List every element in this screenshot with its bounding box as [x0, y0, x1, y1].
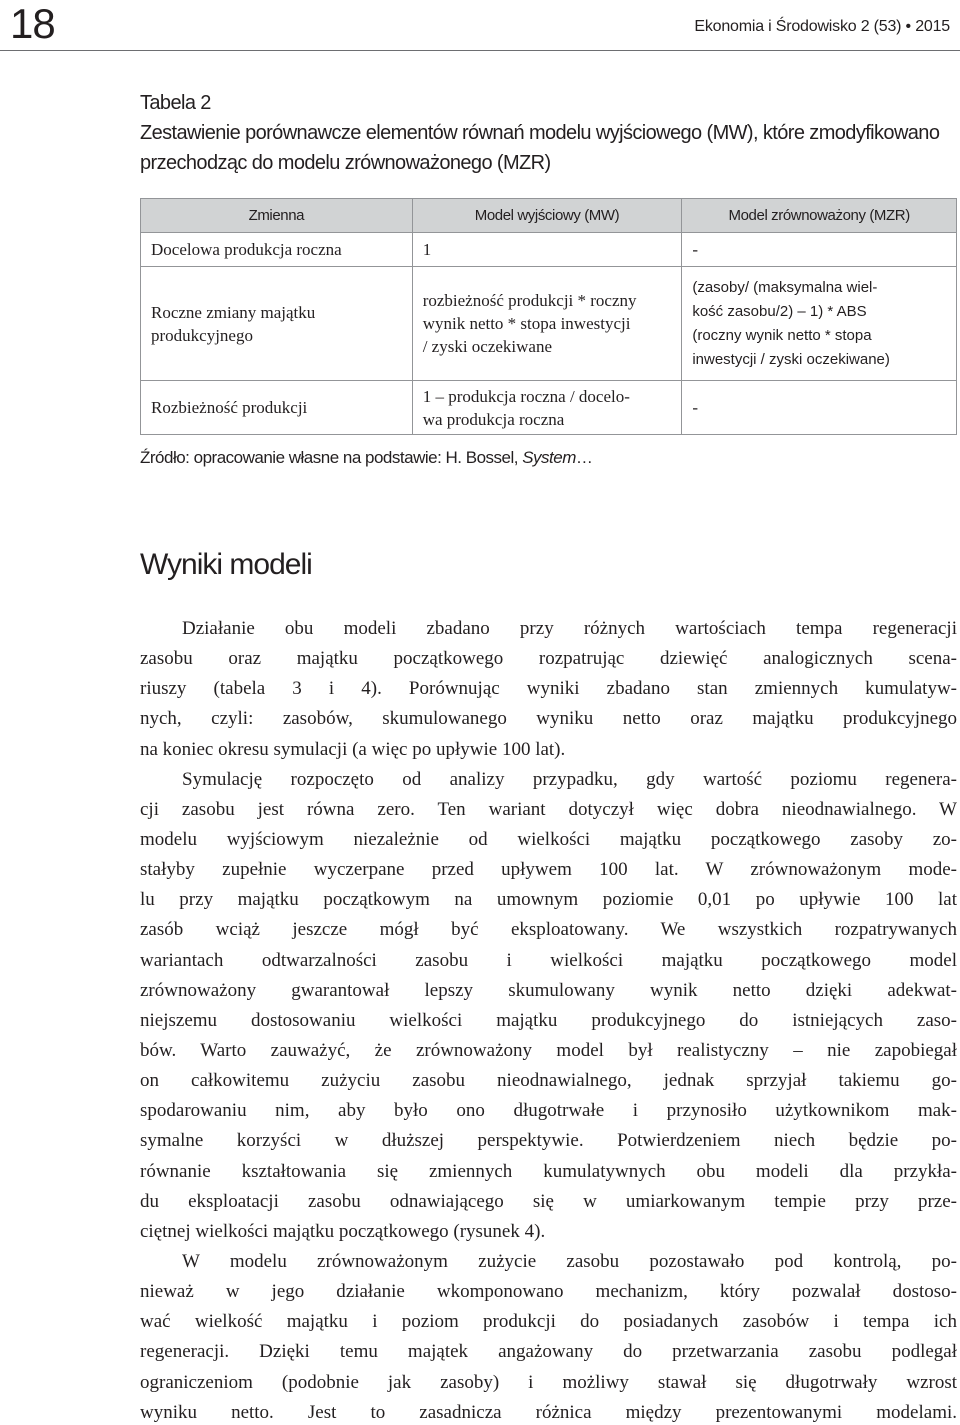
text-line: nych, czyli: zasobów, skumulowanego wyniku netto oraz majątku produkcyjnego [140, 708, 957, 730]
text-line: bów. Warto zauważyć, że zrównoważony model był realistyczny – nie zapobiegał [140, 1039, 957, 1061]
table-cell-variable: Docelowa produkcja roczna [141, 233, 413, 267]
cell-line: kość zasobu/2) – 1) * ABS [692, 302, 867, 320]
text-line: równanie kształtowania się zmiennych kumulatywnych obu modeli dla przykła- [140, 1160, 957, 1182]
table-cell-mw [412, 381, 682, 435]
text-line: zasobu oraz majątku początkowego rozpatrując dziewięć analogicznych scena- [140, 648, 957, 670]
body-text [140, 614, 957, 1425]
text-line: regeneracji. Dzięki temu majątek angażowany do przetwarzania zasobu podlegał [140, 1341, 957, 1363]
text-line: zasób wciąż jeszcze mógł być eksploatowany. We wszystkich rozpatrywanych [140, 919, 957, 941]
text-line: wać wielkość majątku i poziom produkcji do posiadanych zasobów i tempa ich [140, 1311, 957, 1333]
section-heading: Wyniki modeli [140, 548, 312, 581]
table-title-line: Zestawienie porównawcze elementów równań modelu wyjściowego (MW), które zmodyfikowano [140, 122, 940, 144]
text-line: modelu wyjściowym niezależnie od wielkości majątku początkowego zasoby zo- [140, 828, 957, 850]
cell-line: wynik netto * stopa inwestycji [422, 314, 631, 333]
source-text: Źródło: opracowanie własne na podstawie: H. Bossel, [140, 448, 523, 467]
table-source-note [140, 448, 592, 468]
text-line: nieważ w jego działanie wkomponowano mechanizm, który pozwalał dostoso- [140, 1281, 957, 1303]
table-cell-variable: Rozbieżność produkcji [141, 381, 413, 435]
table-cell-variable [141, 267, 413, 381]
text-line: lu przy majątku początkowym na umownym poziomie 0,01 po upływie 100 lat [140, 889, 957, 911]
table-caption [140, 88, 940, 178]
text-line: na koniec okresu symulacji (a więc po upływie 100 lat). [140, 738, 566, 760]
cell-line: rozbieżność produkcji * roczny [422, 291, 637, 310]
cell-line: (zasoby/ (maksymalna wiel- [692, 278, 878, 296]
cell-line: / zyski oczekiwane [422, 337, 553, 356]
cell-line: wa produkcja roczna [422, 409, 565, 429]
table-row [141, 267, 957, 381]
table-cell-mw: 1 [412, 233, 682, 267]
table-cell-mzr [682, 267, 957, 381]
text-line: symalne korzyści w dłuższej perspektywie. Potwierdzeniem niech będzie po- [140, 1130, 957, 1152]
text-line: wariantach odtwarzalności zasobu i wielkości majątku początkowego model [140, 949, 957, 971]
table-title-line: przechodząc do modelu zrównoważonego (MZR) [140, 152, 551, 174]
cell-line: 1 – produkcja roczna / docelo- [422, 386, 630, 406]
text-line: ciętnej wielkości majątku początkowego (rysunek 4). [140, 1220, 546, 1242]
text-line: zrównoważony gwarantował lepszy skumulowany wynik netto dzięki adekwat- [140, 979, 957, 1001]
table-cell-mzr: - [682, 233, 957, 267]
table-cell-mzr: - [682, 381, 957, 435]
page-number: 18 [10, 0, 55, 47]
text-line: ograniczeniom (podobnie jak zasoby) i możliwy stawał się długotrwały wzrost [140, 1371, 957, 1393]
text-line: wyniku netto. Jest to zasadnicza różnica między prezentowanymi modelami. [140, 1401, 957, 1423]
text-line: W modelu zrównoważonym zużycie zasobu pozostawało pod kontrolą, po- [182, 1250, 957, 1272]
column-header-mzr: Model zrównoważony (MZR) [682, 199, 957, 233]
text-line: cji zasobu jest równa zero. Ten wariant dotyczył więc dobra nieodnawialnego. W [140, 798, 957, 820]
text-line: on całkowitemu zużyciu zasobu nieodnawialnego, jednak sprzyjał takiemu go- [140, 1070, 957, 1092]
cell-line: (roczny wynik netto * stopa [692, 326, 872, 344]
text-line: niejszemu dostosowaniu wielkości majątku produkcyjnego do istniejących zaso- [140, 1009, 957, 1031]
cell-line: inwestycji / zyski oczekiwane) [692, 350, 890, 368]
table-row [141, 233, 957, 267]
comparison-table [140, 198, 957, 435]
table-row [141, 381, 957, 435]
journal-running-header: Ekonomia i Środowisko 2 (53) • 2015 [694, 18, 950, 35]
cell-line: Roczne zmiany majątku [151, 302, 316, 322]
column-header-mw: Model wyjściowy (MW) [412, 199, 682, 233]
source-italic-title: System [522, 448, 576, 467]
text-line: spodarowaniu nim, aby było ono długotrwałe i przynosiło użytkownikom mak- [140, 1100, 957, 1122]
source-ellipsis: … [575, 448, 593, 467]
column-header-variable: Zmienna [141, 199, 413, 233]
text-line: Symulację rozpoczęto od analizy przypadku, gdy wartość poziomu regenera- [182, 768, 957, 790]
text-line: Działanie obu modeli zbadano przy różnych wartościach tempa regeneracji [182, 618, 957, 639]
table-cell-mw [412, 267, 682, 381]
text-line: stałyby zupełnie wyczerpane przed upływem 100 lat. W zrównoważonym mode- [140, 859, 957, 881]
text-line: du eksploatacji zasobu odnawiającego się w umiarkowanym tempie przy prze- [140, 1190, 957, 1212]
header-rule [0, 50, 960, 51]
cell-line: produkcyjnego [151, 325, 253, 345]
table-label: Tabela 2 [140, 92, 211, 114]
text-line: riuszy (tabela 3 i 4). Porównując wyniki zbadano stan zmiennych kumulatyw- [140, 678, 957, 700]
